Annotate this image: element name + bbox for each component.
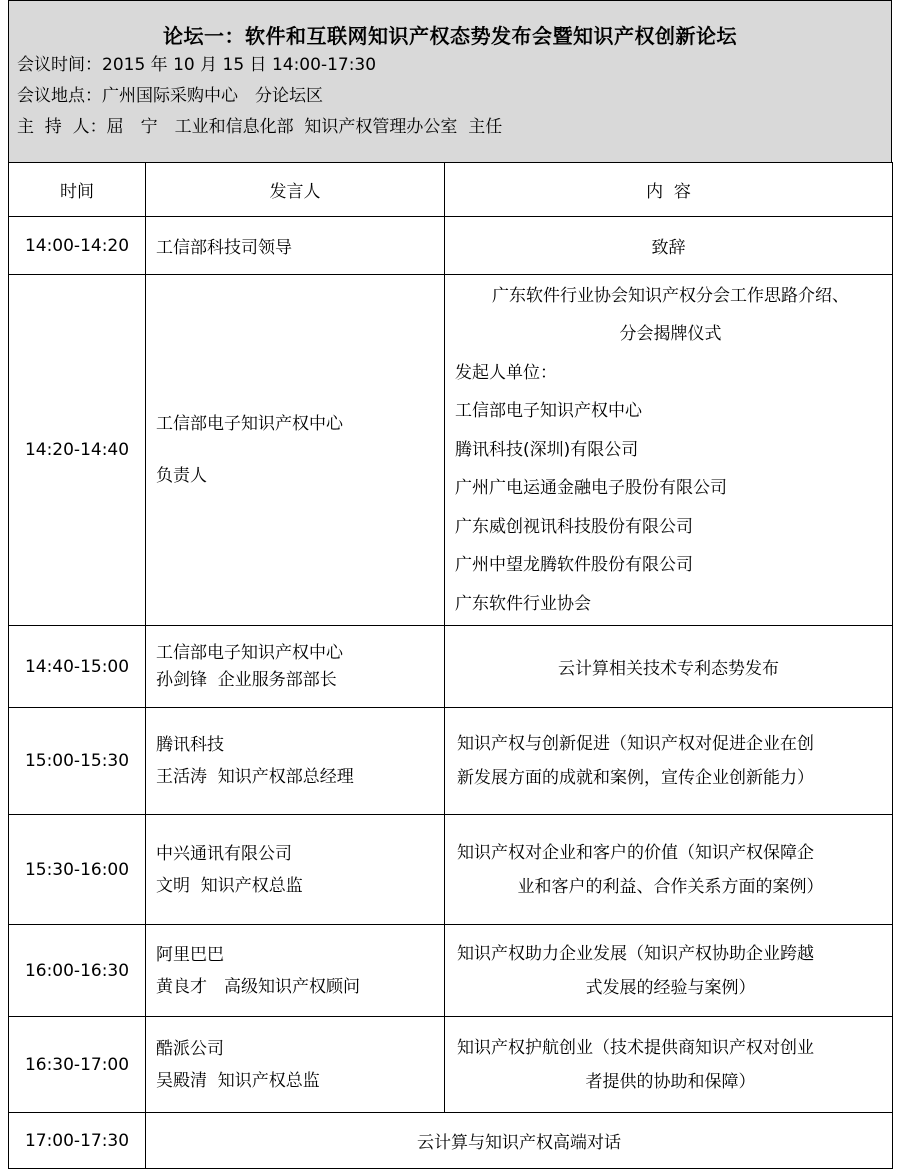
row-speaker: 工信部电子知识产权中心 孙剑锋 企业服务部部长 [146, 626, 445, 708]
schedule-table [8, 162, 893, 1169]
row-content: 云计算相关技术专利态势发布 [445, 626, 893, 708]
row-time: 16:00-16:30 [9, 925, 146, 1017]
row-content: 知识产权与创新促进（知识产权对促进企业在创 新发展方面的成就和案例，宣传企业创新能力） [445, 708, 893, 815]
table-row [9, 275, 893, 626]
row-time: 16:30-17:00 [9, 1017, 146, 1113]
column-header-speaker: 发言人 [146, 163, 445, 217]
row-speaker: 腾讯科技 王活涛 知识产权部总经理 [146, 708, 445, 815]
meeting-host: 主 持 人：屈 宁 工业和信息化部 知识产权管理办公室 主任 [17, 117, 503, 137]
row-time: 14:00-14:20 [9, 217, 146, 275]
forum-title: 论坛一：软件和互联网知识产权态势发布会暨知识产权创新论坛 [163, 24, 737, 48]
row-content: 知识产权护航创业（技术提供商知识产权对创业 者提供的协助和保障） [445, 1017, 893, 1113]
forum-header [8, 0, 892, 162]
table-header-row [9, 163, 893, 217]
forum-schedule [8, 0, 892, 1169]
row-content: 致辞 [445, 217, 893, 275]
meeting-place: 会议地点：广州国际采购中心 分论坛区 [17, 86, 323, 106]
row-time: 15:00-15:30 [9, 708, 146, 815]
row-content: 知识产权对企业和客户的价值（知识产权保障企 业和客户的利益、合作关系方面的案例） [445, 815, 893, 925]
table-row [9, 815, 893, 925]
meeting-time: 会议时间：2015 年 10 月 15 日 14:00-17:30 [17, 55, 377, 75]
row-merged-content: 云计算与知识产权高端对话 [146, 1113, 893, 1169]
row-speaker: 中兴通讯有限公司 文明 知识产权总监 [146, 815, 445, 925]
column-header-content: 内 容 [445, 163, 893, 217]
table-row [9, 1017, 893, 1113]
column-header-time: 时间 [9, 163, 146, 217]
table-row [9, 1113, 893, 1169]
row-time: 15:30-16:00 [9, 815, 146, 925]
row-time: 14:20-14:40 [9, 275, 146, 626]
row-content: 知识产权助力企业发展（知识产权协助企业跨越 式发展的经验与案例） [445, 925, 893, 1017]
row-speaker: 工信部科技司领导 [146, 217, 445, 275]
table-row [9, 925, 893, 1017]
row-speaker: 工信部电子知识产权中心 负责人 [146, 275, 445, 626]
table-row [9, 626, 893, 708]
table-row [9, 217, 893, 275]
row-time: 17:00-17:30 [9, 1113, 146, 1169]
row-content: 广东软件行业协会知识产权分会工作思路介绍、 分会揭牌仪式 发起人单位： 工信部电子知识产权中心 腾讯科技(深圳)有限公司 广州广电运通金融电子股份有限公司 广东威创视讯科技股份有限公司 广州中望龙腾软件股份有限公司 广东软件行业协会 [445, 275, 893, 626]
row-time: 14:40-15:00 [9, 626, 146, 708]
row-speaker: 酷派公司 吴殿清 知识产权总监 [146, 1017, 445, 1113]
meeting-info [9, 50, 891, 143]
row-speaker: 阿里巴巴 黄良才 高级知识产权顾问 [146, 925, 445, 1017]
table-row [9, 708, 893, 815]
